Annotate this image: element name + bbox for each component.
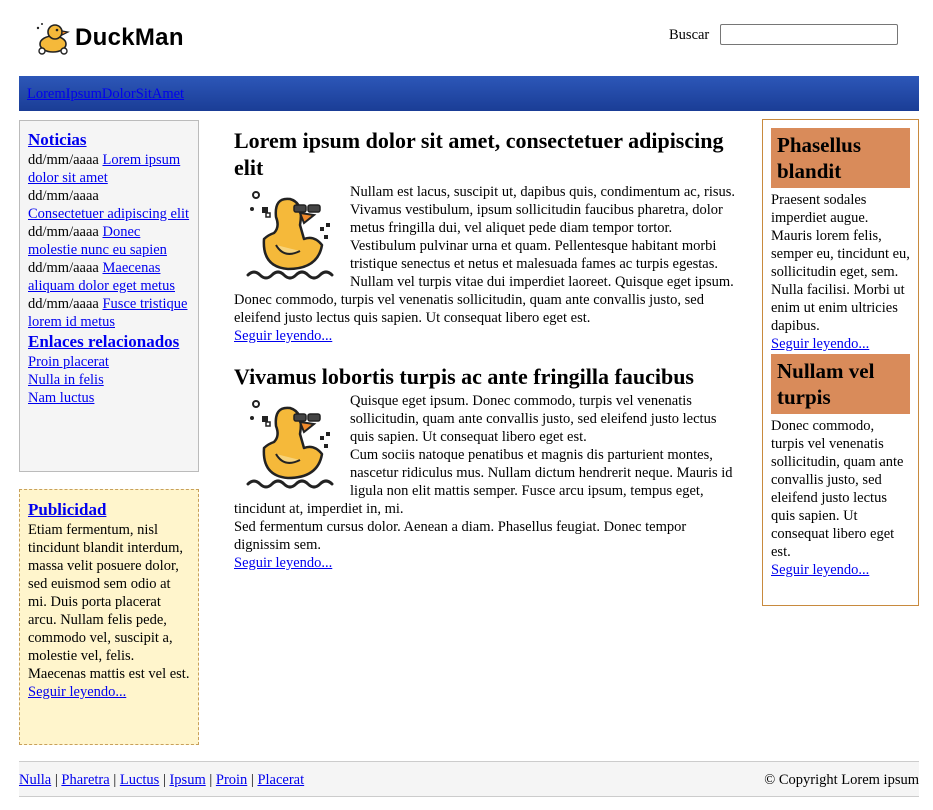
footer-separator: |	[113, 772, 117, 788]
article-paragraph: Quisque eget ipsum. Donec commodo, turpis vel venenatis sollicitudin, quam ante convallis justo, sed eleifend justo lectus quis sapien. Ut consequat libero eget est.	[350, 393, 717, 445]
news-heading-link[interactable]: Noticias	[28, 130, 87, 149]
right-box-heading: Phasellus blandit	[771, 128, 910, 188]
nav-item-amet[interactable]: Amet	[151, 86, 185, 102]
related-link-item	[28, 353, 190, 371]
article-paragraph: Nullam est lacus, suscipit ut, dapibus quis, condimentum ac, risus. Vivamus vestibulum, ipsum sollicitudin faucibus pharetra, dolor metus fringilla dui, vel aliquet pede diam tempor tortor.	[350, 184, 736, 236]
site-header	[0, 0, 933, 76]
ad-heading-link[interactable]: Publicidad	[28, 500, 107, 519]
right-box-text: Praesent sodales imperdiet augue. Mauris lorem felis, semper eu, tincidunt eu, sollicitudin eget, sem. Nulla facilisi. Morbi ut enim ut enim ultricies dapibus.	[771, 192, 910, 334]
logo-text: DuckMan	[75, 24, 184, 51]
news-link[interactable]: Consectetuer adipiscing elit	[28, 206, 190, 222]
footer-link-ipsum[interactable]: Ipsum	[169, 772, 206, 788]
duck-with-sunglasses-icon	[234, 183, 344, 287]
footer-separator: |	[162, 772, 166, 788]
news-date: dd/mm/aaaa	[28, 152, 99, 168]
related-link[interactable]: Proin placerat	[28, 354, 109, 370]
nav-item-lorem[interactable]: Lorem	[27, 86, 66, 102]
news-link[interactable]: Fusce tristique lorem id metus	[28, 296, 188, 330]
news-link[interactable]: Donec molestie nunc eu sapien	[28, 224, 167, 258]
article-title: Vivamus lobortis turpis ac ante fringilla faucibus	[234, 364, 694, 389]
news-link[interactable]: Lorem ipsum dolor sit amet	[28, 152, 181, 186]
search-form	[669, 24, 898, 45]
footer-link-pharetra[interactable]: Pharetra	[61, 772, 110, 788]
related-link[interactable]: Nam luctus	[28, 390, 95, 406]
article-paragraph: Vestibulum pulvinar urna et quam. Pellentesque habitant morbi tristique senectus et netus et malesuada fames ac turpis egestas. Nullam vel turpis vitae dui imperdiet laoreet. Quisque eget ipsum.	[350, 238, 734, 290]
right-read-more-link[interactable]: Seguir leyendo...	[771, 562, 870, 578]
main-content	[234, 127, 739, 590]
nav-item-ipsum[interactable]: Ipsum	[65, 86, 102, 102]
search-input[interactable]	[720, 24, 898, 45]
site-footer	[19, 761, 919, 797]
footer-separator: |	[54, 772, 58, 788]
footer-link-placerat[interactable]: Placerat	[257, 772, 305, 788]
article-read-more-link[interactable]: Seguir leyendo...	[234, 328, 333, 344]
nav-item-dolor[interactable]: Dolor	[101, 86, 136, 102]
article-paragraph: Cum sociis natoque penatibus et magnis dis parturient montes, nascetur ridiculus mus. Nullam dictum hendrerit neque. Mauris id ligula non elit mattis semper. Fusce arcu ipsum, tempus eget, tincidunt at, imperdiet in, mi.	[234, 447, 733, 517]
news-date: dd/mm/aaaa	[28, 296, 99, 312]
right-box-text: Donec commodo, turpis vel venenatis sollicitudin, quam ante convallis justo, sed eleifend justo lectus quis sapien. Ut consequat libero eget est.	[771, 418, 904, 560]
related-link[interactable]: Nulla in felis	[28, 372, 104, 388]
news-item	[28, 151, 190, 187]
nav-links	[27, 85, 184, 103]
news-date: dd/mm/aaaa	[28, 224, 99, 240]
duck-with-sunglasses-icon	[234, 392, 344, 496]
news-sidebar	[19, 120, 199, 472]
news-item	[28, 295, 190, 331]
news-date: dd/mm/aaaa	[28, 260, 99, 276]
news-item	[28, 259, 190, 295]
related-link-item	[28, 371, 190, 389]
copyright-text: © Copyright Lorem ipsum	[764, 772, 919, 788]
duck-icon	[33, 20, 73, 56]
article-paragraph: Sed fermentum cursus dolor. Aenean a diam. Phasellus feugiat. Donec tempor dignissim sem.	[234, 519, 687, 553]
article-title: Lorem ipsum dolor sit amet, consectetuer adipiscing elit	[234, 128, 724, 180]
related-link-item	[28, 389, 190, 407]
ad-text: Etiam fermentum, nisl tincidunt blandit interdum, massa velit posuere dolor, sed euismod sem odio at mi. Duis porta placerat arcu. Nullam felis pede, commodo vel, suscipit a, molestie vel, felis. Maecenas mattis est vel est.	[28, 522, 190, 682]
footer-links	[19, 771, 304, 789]
related-links-heading	[28, 331, 190, 352]
main-nav	[19, 76, 919, 111]
footer-separator: |	[209, 772, 213, 788]
footer-link-luctus[interactable]: Luctus	[119, 772, 160, 788]
nav-item-sit[interactable]: Sit	[135, 86, 152, 102]
ad-read-more-link[interactable]: Seguir leyendo...	[28, 684, 127, 700]
search-label: Buscar	[669, 26, 710, 43]
right-box-heading: Nullam vel turpis	[771, 354, 910, 414]
news-date: dd/mm/aaaa	[28, 188, 99, 204]
footer-link-proin[interactable]: Proin	[215, 772, 248, 788]
article	[234, 127, 739, 345]
article-read-more-link[interactable]: Seguir leyendo...	[234, 555, 333, 571]
site-logo[interactable]	[33, 20, 184, 56]
news-item	[28, 187, 190, 223]
right-read-more-link[interactable]: Seguir leyendo...	[771, 336, 870, 352]
news-heading	[28, 129, 190, 150]
ad-box	[19, 489, 199, 745]
news-link[interactable]: Maecenas aliquam dolor eget metus	[28, 260, 175, 294]
article	[234, 363, 739, 572]
ad-heading	[28, 499, 190, 520]
news-item	[28, 223, 190, 259]
footer-separator: |	[250, 772, 254, 788]
footer-link-nulla[interactable]: Nulla	[19, 772, 52, 788]
right-sidebar	[762, 119, 919, 606]
article-paragraph: Donec commodo, turpis vel venenatis sollicitudin, quam ante convallis justo, sed eleifend justo lectus quis sapien. Ut consequat libero eget est.	[234, 292, 704, 326]
related-links-heading-link[interactable]: Enlaces relacionados	[28, 332, 180, 351]
